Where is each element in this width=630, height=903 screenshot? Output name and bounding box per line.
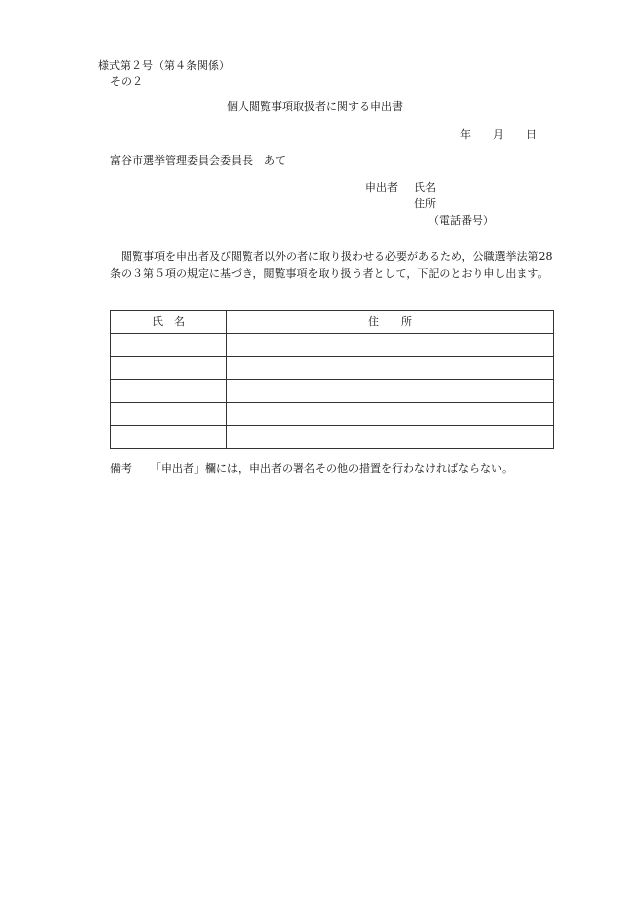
address-column-header: 住 所 [227,311,554,334]
name-cell[interactable] [111,357,227,380]
address-cell[interactable] [227,334,554,357]
name-cell[interactable] [111,426,227,449]
name-cell[interactable] [111,334,227,357]
address-cell[interactable] [227,380,554,403]
addressee: 富谷市選挙管理委員会委員長 あて [110,154,286,167]
table-row [111,357,554,380]
applicant-address-label: 住所 [414,197,436,210]
table-row [111,426,554,449]
name-cell[interactable] [111,403,227,426]
remarks [110,461,513,477]
handler-table [110,310,554,449]
table-row [111,403,554,426]
table-row [111,380,554,403]
remarks-text: 「申出者」欄には，申出者の署名その他の措置を行わなければならない。 [150,462,513,475]
form-number: 様式第２号（第４条関係） [98,59,230,72]
table-header-row [111,311,554,334]
address-cell[interactable] [227,357,554,380]
applicant-label: 申出者 [365,181,398,194]
date-day-label: 日 [526,128,537,141]
remarks-label: 備考 [110,462,132,475]
document-title: 個人閲覧事項取扱者に関する申出書 [227,100,403,113]
name-column-header: 氏 名 [111,311,227,334]
address-cell[interactable] [227,426,554,449]
applicant-phone-label: （電話番号） [428,214,494,227]
date-line [460,127,537,143]
form-sub-number: その２ [110,75,143,88]
table-row [111,334,554,357]
date-year-label: 年 [460,128,471,141]
body-paragraph: 閲覧事項を申出者及び閲覧者以外の者に取り扱わせる必要があるため，公職選挙法第28条の３第５項の規定に基づき，閲覧事項を取り扱う者として，下記のとおり申し出ます。 [110,250,553,280]
date-month-label: 月 [493,128,504,141]
name-cell[interactable] [111,380,227,403]
applicant-name-label: 氏名 [414,181,436,194]
address-cell[interactable] [227,403,554,426]
